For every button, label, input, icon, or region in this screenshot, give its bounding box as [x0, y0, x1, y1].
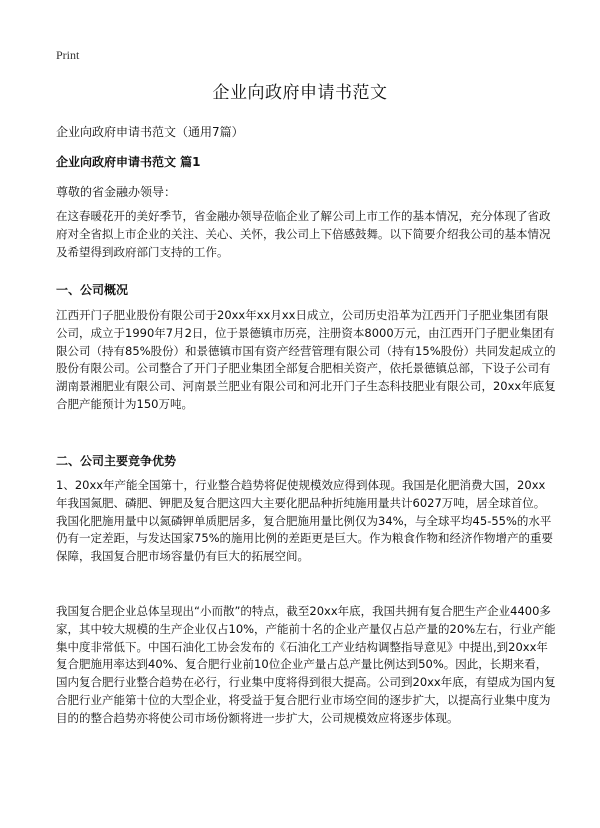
heading-competitive-advantages: 二、公司主要竞争优势	[56, 454, 177, 468]
document-subtitle: 企业向政府申请书范文（通用7篇）	[56, 125, 244, 139]
heading-company-overview: 一、公司概况	[56, 283, 129, 297]
company-overview-paragraph: 江西开门子肥业股份有限公司于20xx年xx月xx日成立，公司历史沿革为江西开门子肥业集团有限公司，成立于1990年7月2日，位于景德镇市历亮，注册资本8000万元，由江西开门子肥业集团有限公司（持有85%股份）和景德镇市国有资产经营管理有限公司（持有15%股份）共同发起成立的股份有限公司。公司整合了开门子肥业集团全部复合肥相关资产，依托景德镇总部，下设子公司有湖南景湘肥业有限公司、河南景兰肥业有限公司和河北开门子生态科技肥业有限公司，20xx年底复合肥产能预计为150万吨。	[56, 308, 556, 411]
intro-paragraph: 在这春暖花开的美好季节，省金融办领导莅临企业了解公司上市工作的基本情况，充分体现了省政府对全省拟上市企业的关注、关心、关怀，我公司上下倍感鼓舞。以下简要介绍我公司的基本情况及希望得到政府部门支持的工作。	[56, 209, 551, 259]
advantages-paragraph-1: 1、20xx年产能全国第十，行业整合趋势将促使规模效应得到体现。我国是化肥消费大国，20xx年我国氮肥、磷肥、钾肥及复合肥这四大主要化肥品种折纯施用量共计6027万吨，居全球首位。我国化肥施用量中以氮磷钾单质肥居多，复合肥施用量比例仅为34%，与全球平均45-55%的水平仍有一定差距，与发达国家75%的施用比例的差距更是巨大。作为粮食作物和经济作物增产的重要保障，我国复合肥市场容量仍有巨大的拓展空间。	[56, 478, 554, 564]
section-title: 企业向政府申请书范文 篇1	[56, 155, 201, 169]
greeting-line: 尊敬的省金融办领导：	[56, 185, 177, 199]
page-title: 企业向政府申请书范文	[212, 83, 388, 103]
print-link[interactable]: Print	[56, 48, 80, 62]
advantages-paragraph-2: 我国复合肥企业总体呈现出“小而散”的特点，截至20xx年底，我国共拥有复合肥生产企业4400多家，其中较大规模的生产企业仅占10%，产能前十名的企业产量仅占总产量的20%左右，行业产能集中度非常低下。中国石油化工协会发布的《石油化工产业结构调整指导意见》中提出,到20xx年复合肥施用率达到40%、复合肥行业前10位企业产量占总产量比例达到50%。因此，长期来看，国内复合肥行业整合趋势在必行，行业集中度将得到很大提高。公司到20xx年底，有望成为国内复合肥行业产能第十位的大型企业，将受益于复合肥行业市场空间的逐步扩大，以提高行业集中度为目的的整合趋势亦将使公司市场份额将进一步扩大，公司规模效应将逐步体现。	[56, 604, 556, 725]
